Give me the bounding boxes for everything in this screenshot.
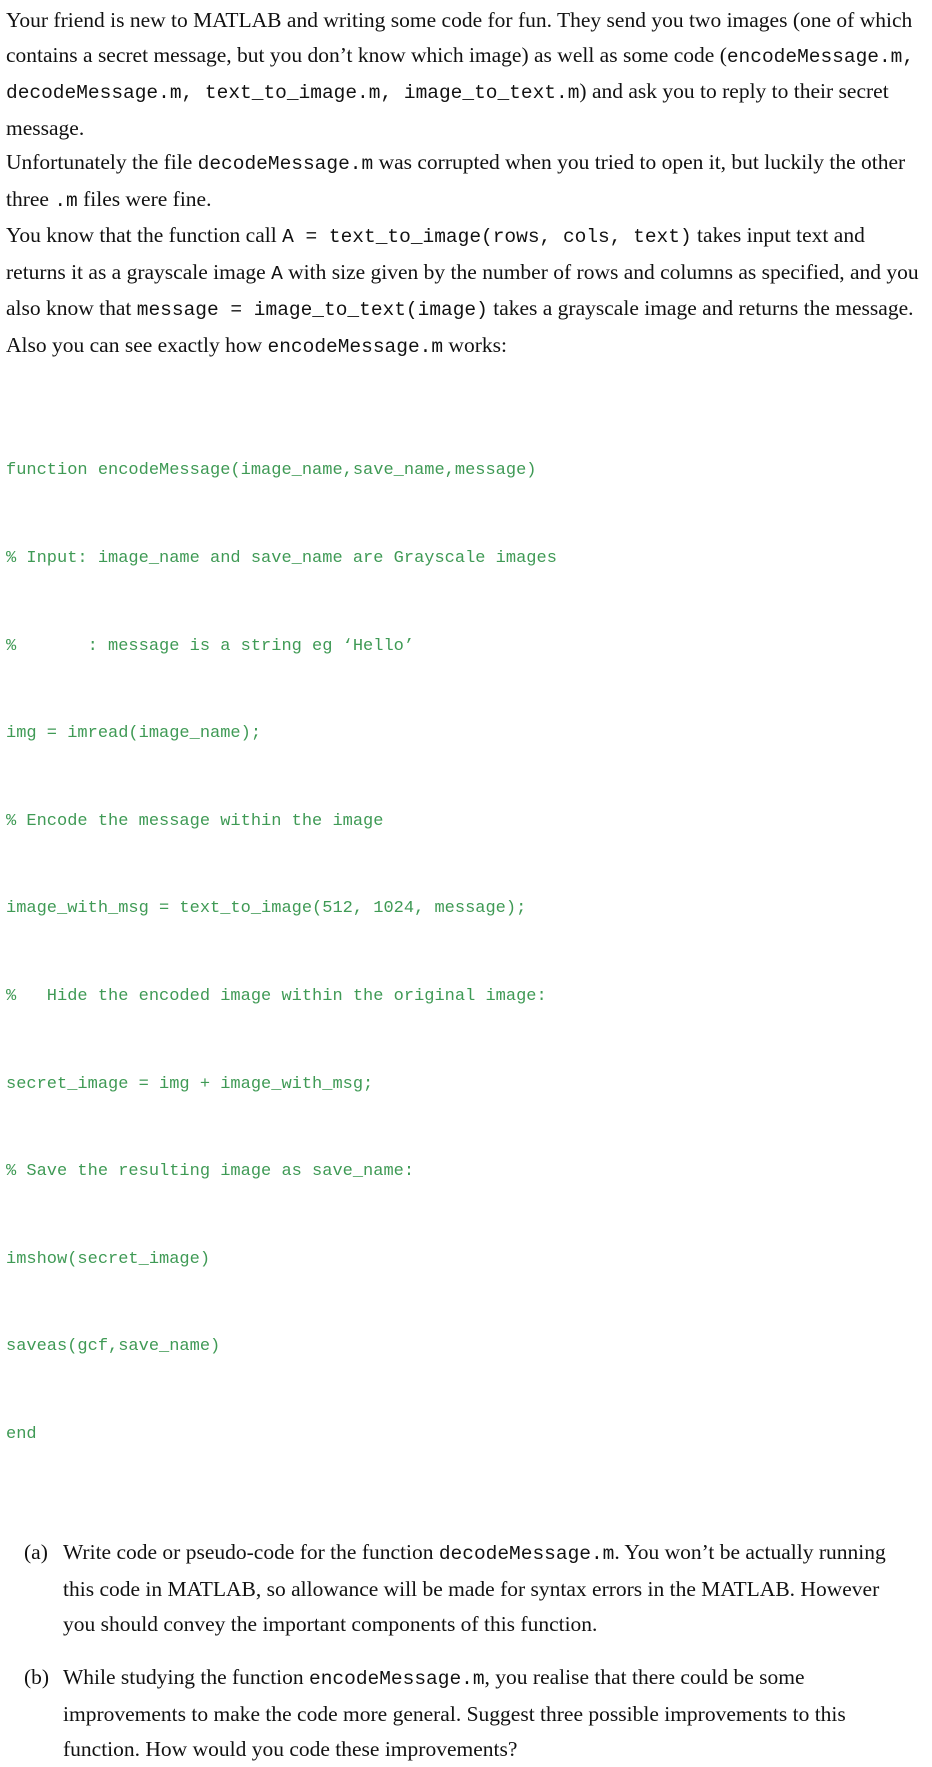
intro-text: Your friend is new to MATLAB and writing some code for fun. They send you two images (one of which contains a secret message, but you don’t know which image) as well as some code (: [6, 8, 913, 67]
question-text: Write code or pseudo-code for the function: [63, 1539, 439, 1564]
code-listing: [6, 398, 926, 1508]
intro-text: files were fine.: [77, 186, 212, 211]
inline-code: encodeMessage.m: [309, 1667, 485, 1690]
intro-text: ) and ask you to reply to their secret message.: [6, 79, 889, 140]
code-line: % Input: image_name and save_name are Grayscale images: [6, 549, 557, 568]
question-b: [6, 1660, 913, 1767]
inline-code: message = image_to_text(image): [136, 299, 488, 321]
inline-code: decodeMessage.m: [197, 153, 374, 175]
question-text: , you realise that there could be some improvements to make the code more general. Suggest three possible improvements to this function. How would you code these improvements?: [63, 1664, 846, 1761]
code-line: end: [6, 1424, 37, 1444]
intro-text: Also you can see exactly how: [6, 332, 268, 357]
intro-text: works:: [443, 332, 507, 357]
inline-code: encodeMessage.m: [267, 335, 444, 358]
code-line: % : message is a string eg ‘Hello’: [6, 636, 415, 656]
question-label: (b): [24, 1664, 50, 1689]
code-line: image_with_msg = text_to_image(512, 1024, message);: [6, 899, 527, 919]
code-line: saveas(gcf,save_name): [6, 1337, 221, 1357]
file-list-code: encodeMessage.m, decodeMessage.m, text_to_image.m, image_to_text.m: [6, 45, 915, 104]
intro-paragraph-4: [6, 328, 926, 365]
intro-paragraph-3: [6, 218, 926, 328]
code-line: % Save the resulting image as save_name:: [6, 1162, 415, 1182]
inline-code: .m: [54, 189, 78, 212]
code-line: img = imread(image_name);: [6, 724, 262, 744]
intro-text: takes input text and returns it as a grayscale image: [6, 223, 865, 284]
code-line: % Hide the encoded image within the original image:: [6, 986, 547, 1006]
code-line: imshow(secret_image): [6, 1249, 211, 1269]
question-list: [6, 1535, 926, 1767]
question-label: (a): [24, 1539, 48, 1564]
inline-code: A: [271, 262, 283, 285]
inline-code: A = text_to_image(rows, cols, text): [282, 226, 692, 248]
intro-text: You know that the function call: [6, 223, 283, 247]
intro-text: was corrupted when you tried to open it, but luckily the other three: [6, 150, 906, 211]
intro-text: with size given by the number of rows and columns as specified, and you also know that: [6, 259, 919, 320]
intro-paragraph-2: [6, 145, 926, 218]
intro-paragraph-1: [6, 3, 926, 145]
document-page: [6, 0, 926, 1767]
intro-text: Unfortunately the file: [6, 150, 198, 174]
code-line: % Encode the message within the image: [6, 811, 384, 831]
inline-code: decodeMessage.m: [438, 1542, 615, 1565]
question-a: [6, 1535, 913, 1642]
code-line: function encodeMessage(image_name,save_name,message): [6, 461, 537, 481]
code-line: secret_image = img + image_with_msg;: [6, 1074, 374, 1094]
question-text: . You won’t be actually running this code in MATLAB, so allowance will be made for syntax errors in the MATLAB. However you should convey the important components of this function.: [63, 1539, 886, 1636]
question-text: While studying the function: [63, 1664, 310, 1689]
intro-text: takes a grayscale image and returns the message.: [487, 296, 914, 320]
